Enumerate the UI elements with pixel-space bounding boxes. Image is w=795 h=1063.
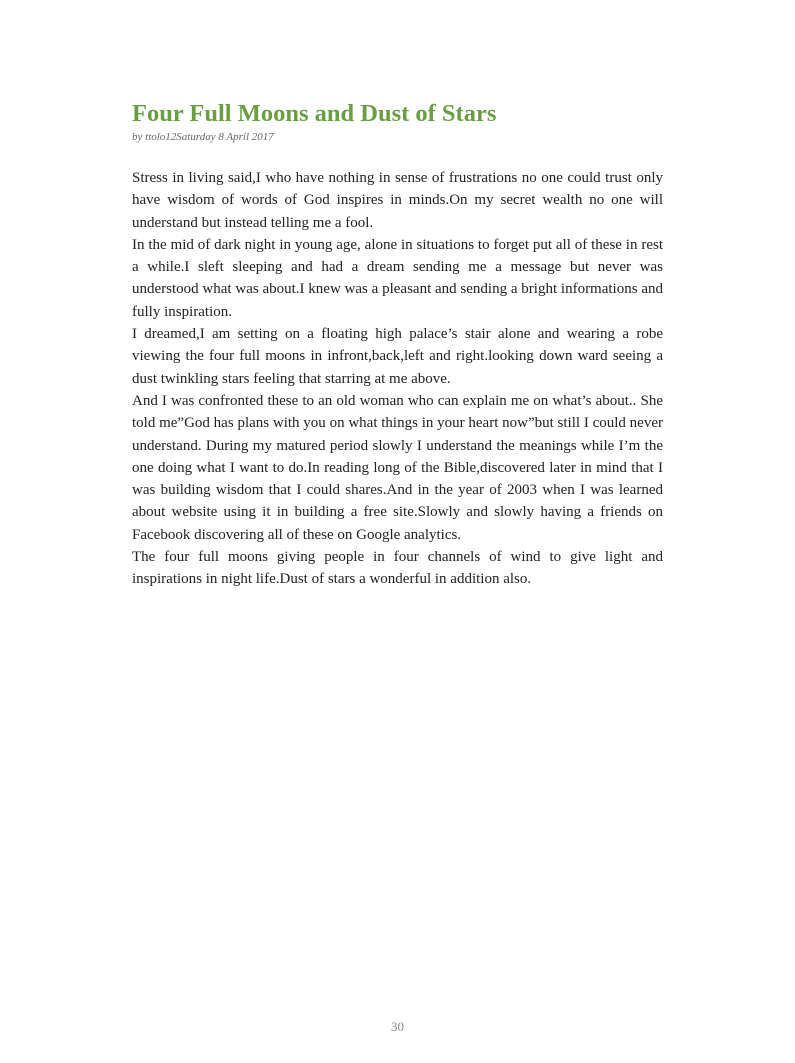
paragraph: Stress in living said,I who have nothing in sense of frustrations no one could trust only have wisdom of words of God inspires in minds.On my secret wealth no one will understand but instead telling me a fool. (132, 170, 663, 231)
paragraph: In the mid of dark night in young age, alone in situations to forget put all of these in rest a while.I sleft sleeping and had a dream sending me a message but never was understood what was about.I knew was a pleasant and sending a bright informations and fully inspiration. (132, 236, 663, 320)
article-body (132, 167, 663, 591)
article-byline: by ttolo12Saturday 8 April 2017 (132, 131, 274, 143)
paragraph: The four full moons giving people in four channels of wind to give light and inspirations in night life.Dust of stars a wonderful in addition also. (132, 549, 663, 588)
paragraph: I dreamed,I am setting on a floating high palace’s stair alone and wearing a robe viewing the four full moons in infront,back,left and right.looking down ward seeing a dust twinkling stars feeling that starring at me above. (132, 326, 663, 387)
paragraph: And I was confronted these to an old woman who can explain me on what’s about.. She told me”God has plans with you on what things in your heart now”but still I could never understand. During my matured period slowly I understand the meanings while I’m the one doing what I want to do.In reading long of the Bible,discovered later in mind that I was building wisdom that I could shares.And in the year of 2003 when I was learned about website using it in building a free site.Slowly and slowly having a friends on Facebook discovering all of these on Google analytics. (132, 392, 663, 543)
page-number: 30 (391, 1019, 404, 1034)
article (132, 98, 663, 591)
article-title: Four Full Moons and Dust of Stars (132, 100, 497, 127)
